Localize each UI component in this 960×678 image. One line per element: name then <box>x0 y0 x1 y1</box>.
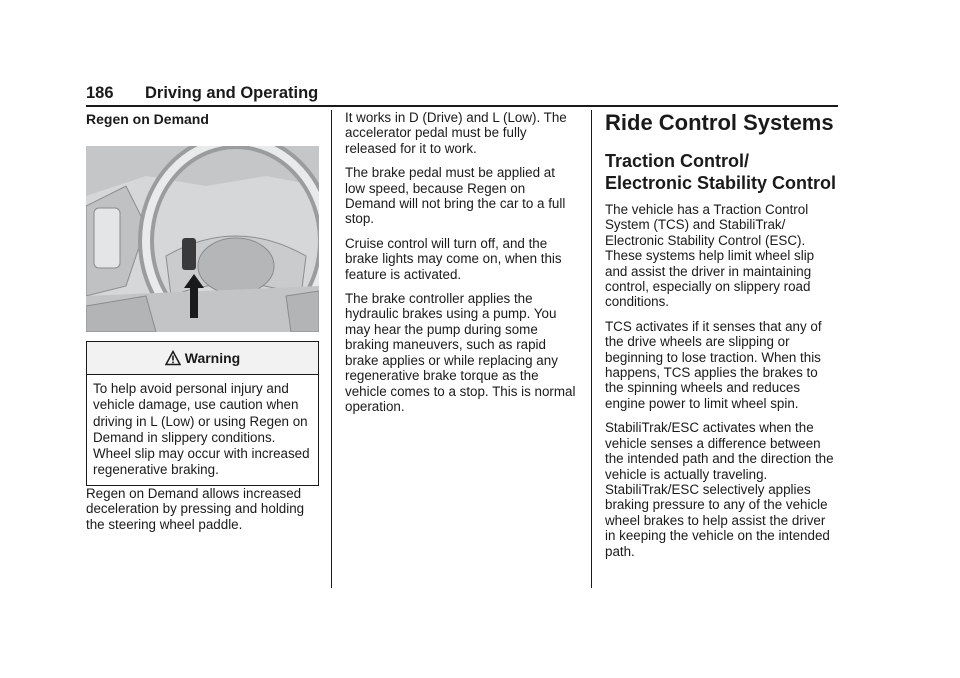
column-divider <box>331 110 332 588</box>
steering-wheel-paddle-illustration <box>86 146 319 332</box>
column-divider <box>591 110 592 588</box>
paragraph: StabiliTrak/ESC activates when the vehicle senses a difference between the intended path and the direction the vehicle is actually traveling. StabiliTrak/ESC selectively applies braking pressure to any of the vehicle wheel brakes to help assist the driver in keeping the vehicle on the intended path. <box>605 420 834 559</box>
column-left <box>86 110 319 541</box>
paragraph: The brake controller applies the hydraulic brakes using a pump. You may hear the pump during some braking maneuvers, such as rapid brake applies or while replacing any regenerative brake torque as the vehicle comes to a stop. This is normal operation. <box>345 291 576 414</box>
paragraph: The vehicle has a Traction Control System (TCS) and StabiliTrak/ Electronic Stability Control (ESC). These systems help limit wheel slip and assist the driver in maintaining control, especially on slippery road conditions. <box>605 202 815 310</box>
regen-heading: Regen on Demand <box>86 111 209 127</box>
warning-header <box>87 342 318 375</box>
paragraph: The brake pedal must be applied at low speed, because Regen on Demand will not bring the car to a full stop. <box>345 165 566 227</box>
regen-paragraph: Regen on Demand allows increased deceleration by pressing and holding the steering wheel paddle. <box>86 485 305 532</box>
column-middle <box>345 110 577 423</box>
section-heading: Traction Control/ Electronic Stability Control <box>605 151 837 193</box>
paragraph: TCS activates if it senses that any of the drive wheels are slipping or beginning to lose traction. When this happens, TCS applies the brakes to the spinning wheels and reduces engine power to limit wheel spin. <box>605 318 822 411</box>
warning-box <box>86 341 319 486</box>
warning-title: Warning <box>184 350 241 366</box>
warning-text: To help avoid personal injury and vehicle damage, use caution when driving in L (Low) or using Regen on Demand in slippery conditions. Wheel slip may occur with increased regenerative braking. <box>93 381 310 478</box>
chapter-heading: Ride Control Systems <box>605 110 834 135</box>
page-header <box>86 83 838 107</box>
paragraph: Cruise control will turn off, and the brake lights may come on, when this feature is activated. <box>345 235 562 282</box>
section-title: Driving and Operating <box>145 84 319 102</box>
paragraph: It works in D (Drive) and L (Low). The accelerator pedal must be fully released for it to work. <box>345 110 567 156</box>
column-right <box>605 110 839 568</box>
warning-triangle-icon <box>165 350 181 366</box>
page-number: 186 <box>86 84 114 102</box>
